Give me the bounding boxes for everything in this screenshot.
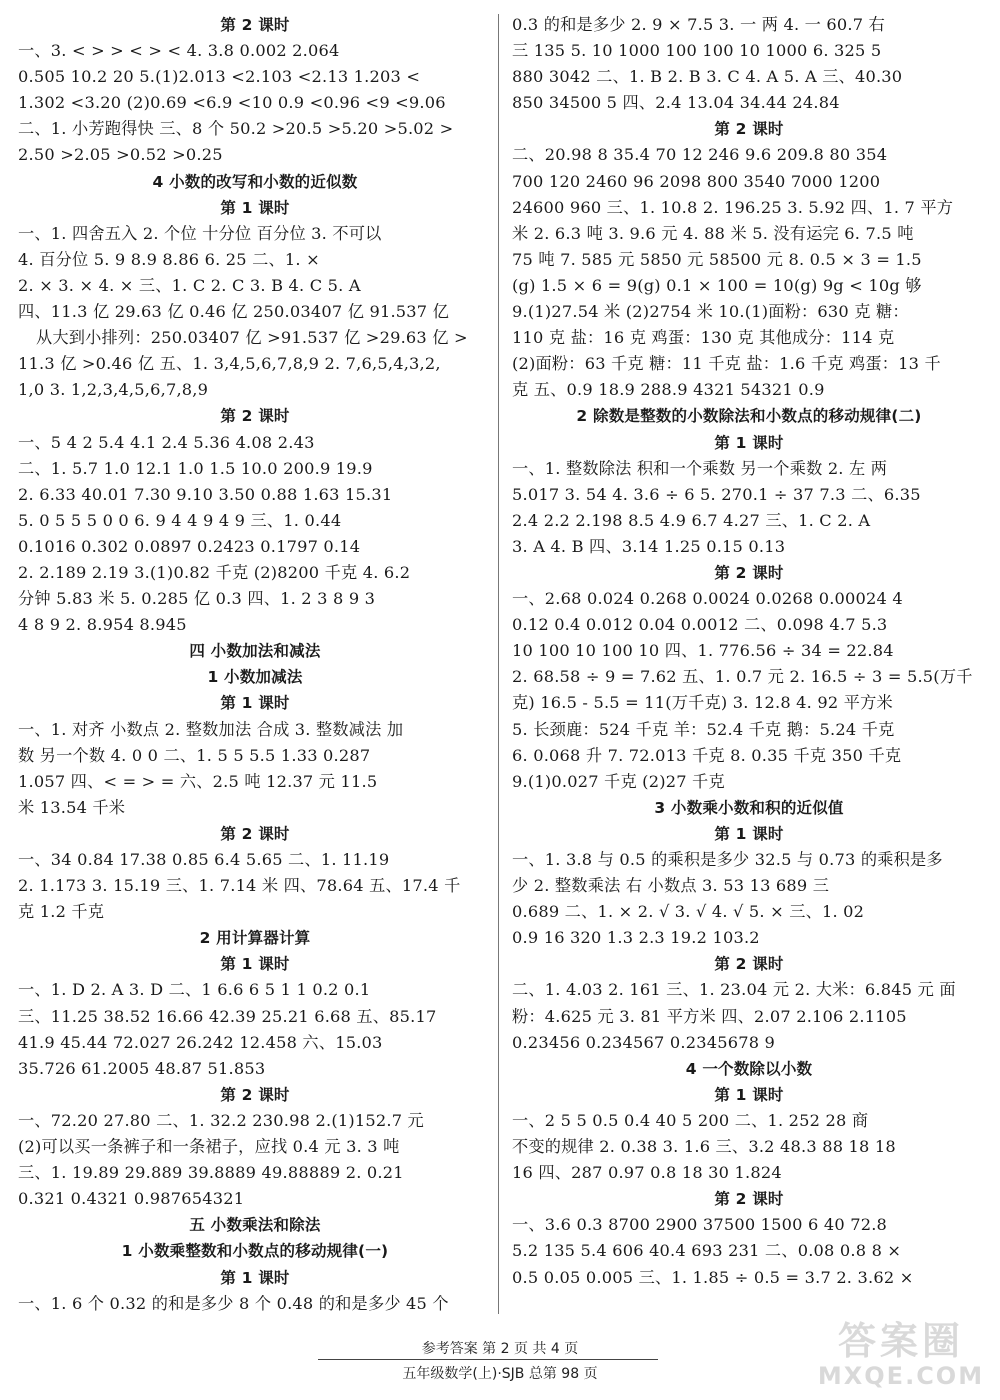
answer-line: 0.5 0.05 0.005 三、1. 1.85 ÷ 0.5 = 3.7 2. 3.62 × (512, 1267, 914, 1287)
answer-line: 三、11.25 38.52 16.66 42.39 25.21 6.68 五、85.17 (18, 1006, 437, 1026)
answer-line: 一、5 4 2 5.4 4.1 2.4 5.36 4.08 2.43 (18, 432, 315, 452)
answer-line: 一、1. 6 个 0.32 的和是多少 8 个 0.48 的和是多少 45 个 (18, 1293, 449, 1313)
answer-line: 2. 1.173 3. 15.19 三、1. 7.14 米 四、78.64 五、17.4 千 (18, 876, 461, 896)
section-heading: 第 1 课时 (220, 955, 290, 974)
answer-line: 2. × 3. × 4. × 三、1. C 2. C 3. B 4. C 5. A (18, 275, 361, 295)
section-heading: 五 小数乘法和除法 (189, 1216, 321, 1235)
answer-line: 二、1. 小芳跑得快 三、8 个 50.2 >20.5 >5.20 >5.02 > (18, 119, 454, 139)
answer-line: 一、3. < > > < > < 4. 3.8 0.002 2.064 (18, 41, 340, 61)
answer-line: 0.3 的和是多少 2. 9 × 7.5 3. 一 两 4. 一 60.7 右 (512, 15, 885, 34)
answer-line: 110 克 盐：16 克 鸡蛋：130 克 其他成分：114 克 (512, 328, 895, 348)
answer-line: 1.057 四、< = > = 六、2.5 吨 12.37 元 11.5 (18, 771, 378, 791)
answer-line: (g) 1.5 × 6 = 9(g) 0.1 × 100 = 10(g) 9g < 10g 够 (512, 275, 922, 295)
answer-line: 1,0 3. 1,2,3,4,5,6,7,8,9 (18, 380, 209, 400)
answer-line: 11.3 亿 >0.46 亿 五、1. 3,4,5,6,7,8,9 2. 7,6,5,4,3,2, (18, 354, 441, 374)
answer-line: 三、1. 19.89 29.889 39.8889 49.88889 2. 0.21 (18, 1163, 404, 1183)
section-heading: 第 1 课时 (714, 824, 784, 843)
answer-line: 0.689 二、1. × 2. √ 3. √ 4. √ 5. × 三、1. 02 (512, 902, 865, 922)
answer-line: 5. 长颈鹿：524 千克 羊：52.4 千克 鹅：5.24 千克 (512, 719, 895, 739)
answer-line: 一、1. 整数除法 积和一个乘数 另一个乘数 2. 左 两 (512, 458, 888, 478)
answer-line: 四、11.3 亿 29.63 亿 0.46 亿 250.03407 亿 91.537 亿 (18, 302, 450, 322)
answer-line: 75 吨 7. 585 元 5850 元 58500 元 8. 0.5 × 3 = 1.5 (512, 249, 922, 269)
section-heading: 第 2 课时 (220, 16, 290, 34)
section-heading: 2 用计算器计算 (199, 929, 311, 948)
answer-line: 二、1. 4.03 2. 161 三、1. 23.04 元 2. 大米：6.845 元 面 (512, 980, 956, 1000)
answer-line: 850 34500 5 四、2.4 13.04 34.44 24.84 (512, 93, 840, 113)
answer-line: 粉：4.625 元 3. 81 平方米 四、2.07 2.106 2.1105 (512, 1006, 907, 1026)
answer-line: 2. 6.33 40.01 7.30 9.10 3.50 0.88 1.63 15.31 (18, 484, 393, 504)
section-heading: 第 1 课时 (220, 198, 290, 217)
answer-line: 一、3.6 0.3 8700 2900 37500 1500 6 40 72.8 (512, 1215, 888, 1235)
section-heading: 四 小数加法和减法 (189, 642, 321, 661)
answer-line: 分钟 5.83 米 5. 0.285 亿 0.3 四、1. 2 3 8 9 3 (18, 589, 376, 609)
section-heading: 第 2 课时 (220, 407, 290, 426)
answer-line: 9.(1)27.54 米 (2)2754 米 10.(1)面粉：630 克 糖： (512, 302, 909, 322)
watermark-site: MXQE.COM (817, 1362, 985, 1390)
answer-line: 41.9 45.44 72.027 26.242 12.458 六、15.03 (18, 1032, 383, 1052)
answer-line: 二、20.98 8 35.4 70 12 246 9.6 209.8 80 354 (512, 145, 888, 165)
answer-line: 9.(1)0.027 千克 (2)27 千克 (512, 771, 725, 791)
answer-line: 5.2 135 5.4 606 40.4 693 231 二、0.08 0.8 8 × (512, 1241, 902, 1261)
section-heading: 第 2 课时 (714, 1190, 784, 1209)
answer-line: 2.50 >2.05 >0.52 >0.25 (18, 145, 223, 165)
column-divider (498, 14, 499, 1314)
answer-line: 880 3042 二、1. B 2. B 3. C 4. A 5. A 三、40.30 (512, 67, 903, 87)
answer-line: 二、1. 5.7 1.0 12.1 1.0 1.5 10.0 200.9 19.9 (18, 458, 373, 478)
answer-line: 不变的规律 2. 0.38 3. 1.6 三、3.2 48.3 88 18 18 (512, 1137, 896, 1157)
answer-line: 米 2. 6.3 吨 3. 9.6 元 4. 88 米 5. 没有运完 6. 7.5 吨 (512, 223, 914, 243)
answer-line: 6. 0.068 升 7. 72.013 千克 8. 0.35 千克 350 千克 (512, 745, 902, 765)
answer-line: 一、1. 3.8 与 0.5 的乘积是多少 32.5 与 0.73 的乘积是多 (512, 850, 943, 869)
answer-line: 0.505 10.2 20 5.(1)2.013 <2.103 <2.13 1.203 < (18, 67, 421, 87)
answer-line: 4. 百分位 5. 9 8.9 8.86 6. 25 二、1. × (18, 249, 320, 269)
answer-line: 2.4 2.2 2.198 8.5 4.9 6.7 4.27 三、1. C 2. A (512, 510, 871, 530)
answer-line: 5.017 3. 54 4. 3.6 ÷ 6 5. 270.1 ÷ 37 7.3 二、6.35 (512, 484, 921, 504)
answer-line: 从大到小排列：250.03407 亿 >91.537 亿 >29.63 亿 > (36, 328, 468, 348)
answer-line: 0.1016 0.302 0.0897 0.2423 0.1797 0.14 (18, 536, 361, 556)
section-heading: 第 1 课时 (714, 1085, 784, 1104)
section-heading: 第 1 课时 (220, 694, 290, 713)
answer-line: 0.12 0.4 0.012 0.04 0.0012 二、0.098 4.7 5.3 (512, 615, 888, 635)
watermark-text-cn: 答案圈 (837, 1319, 964, 1363)
section-heading: 第 1 课时 (220, 1268, 290, 1287)
section-heading: 2 除数是整数的小数除法和小数点的移动规律(二) (576, 407, 922, 426)
answer-line: 一、1. 对齐 小数点 2. 整数加法 合成 3. 整数减法 加 (18, 719, 404, 739)
answer-line: (2)可以买一条裤子和一条裙子，应找 0.4 元 3. 3 吨 (18, 1137, 400, 1157)
answer-line: 一、2 5 5 0.5 0.4 40 5 200 二、1. 252 28 商 (512, 1110, 869, 1130)
answer-line: 0.23456 0.234567 0.2345678 9 (512, 1032, 776, 1052)
answer-line: 克 1.2 千克 (18, 902, 105, 922)
answer-line: 三 135 5. 10 1000 100 100 10 1000 6. 325 5 (512, 41, 882, 61)
answer-line: 4 8 9 2. 8.954 8.945 (18, 615, 187, 635)
watermark-logo (816, 1310, 986, 1392)
section-heading: 第 2 课时 (714, 955, 784, 974)
answer-line: 少 2. 整数乘法 右 小数点 3. 53 13 689 三 (512, 876, 830, 896)
footer-rule (318, 1359, 658, 1360)
section-heading: 4 小数的改写和小数的近似数 (152, 172, 358, 191)
answer-line: 0.321 0.4321 0.987654321 (18, 1189, 245, 1209)
answer-line: 一、1. D 2. A 3. D 二、1 6.6 6 5 1 1 0.2 0.1 (18, 980, 371, 1000)
answer-line: 一、1. 四舍五入 2. 个位 十分位 百分位 3. 不可以 (18, 223, 382, 243)
answer-line: 数 另一个数 4. 0 0 二、1. 5 5 5.5 1.33 0.287 (18, 745, 371, 765)
answer-line: 10 100 10 100 10 四、1. 776.56 ÷ 34 = 22.84 (512, 641, 894, 661)
section-heading: 3 小数乘小数和积的近似值 (654, 798, 844, 817)
section-heading: 4 一个数除以小数 (685, 1059, 813, 1078)
answer-line: 2. 2.189 2.19 3.(1)0.82 千克 (2)8200 千克 4. 6.2 (18, 562, 411, 582)
section-heading: 第 2 课时 (714, 120, 784, 139)
answer-line: 一、72.20 27.80 二、1. 32.2 230.98 2.(1)152.7 元 (18, 1110, 424, 1130)
answer-line: 一、2.68 0.024 0.268 0.0024 0.0268 0.00024 4 (512, 589, 903, 609)
answer-line: (2)面粉：63 千克 糖：11 千克 盐：1.6 千克 鸡蛋：13 千 (512, 354, 941, 374)
footer-page-info: 参考答案 第 2 页 共 4 页 (421, 1341, 579, 1357)
section-heading: 第 2 课时 (714, 563, 784, 582)
section-heading: 第 2 课时 (220, 824, 290, 843)
answer-line: 24600 960 三、1. 10.8 2. 196.25 3. 5.92 四、1. 7 平方 (512, 197, 954, 217)
section-heading: 第 1 课时 (714, 433, 784, 452)
footer-book-info: 五年级数学(上)·SJB 总第 98 页 (402, 1366, 598, 1382)
answer-line: 700 120 2460 96 2098 800 3540 7000 1200 (512, 171, 881, 191)
answer-line: 克) 16.5 - 5.5 = 11(万千克) 3. 12.8 4. 92 平方米 (512, 693, 893, 713)
section-heading: 1 小数乘整数和小数点的移动规律(一) (121, 1242, 389, 1261)
answer-line: 35.726 61.2005 48.87 51.853 (18, 1058, 266, 1078)
answer-line: 0.9 16 320 1.3 2.3 19.2 103.2 (512, 928, 760, 948)
answer-line: 16 四、287 0.97 0.8 18 30 1.824 (512, 1163, 782, 1183)
left-column (18, 12, 492, 1317)
answer-line: 3. A 4. B 四、3.14 1.25 0.15 0.13 (512, 536, 786, 556)
answer-line: 米 13.54 千米 (18, 797, 126, 817)
answer-line: 5. 0 5 5 5 0 0 6. 9 4 4 9 4 9 三、1. 0.44 (18, 510, 342, 530)
section-heading: 1 小数加减法 (207, 668, 303, 687)
answer-line: 克 五、0.9 18.9 288.9 4321 54321 0.9 (512, 380, 825, 400)
answer-line: 2. 68.58 ÷ 9 = 7.62 五、1. 0.7 元 2. 16.5 ÷ 3 = 5.5(万千 (512, 667, 973, 687)
section-heading: 第 2 课时 (220, 1085, 290, 1104)
right-column (512, 12, 986, 1291)
answer-line: 1.302 <3.20 (2)0.69 <6.9 <10 0.9 <0.96 <9 <9.06 (18, 93, 446, 113)
answer-line: 一、34 0.84 17.38 0.85 6.4 5.65 二、1. 11.19 (18, 850, 390, 869)
